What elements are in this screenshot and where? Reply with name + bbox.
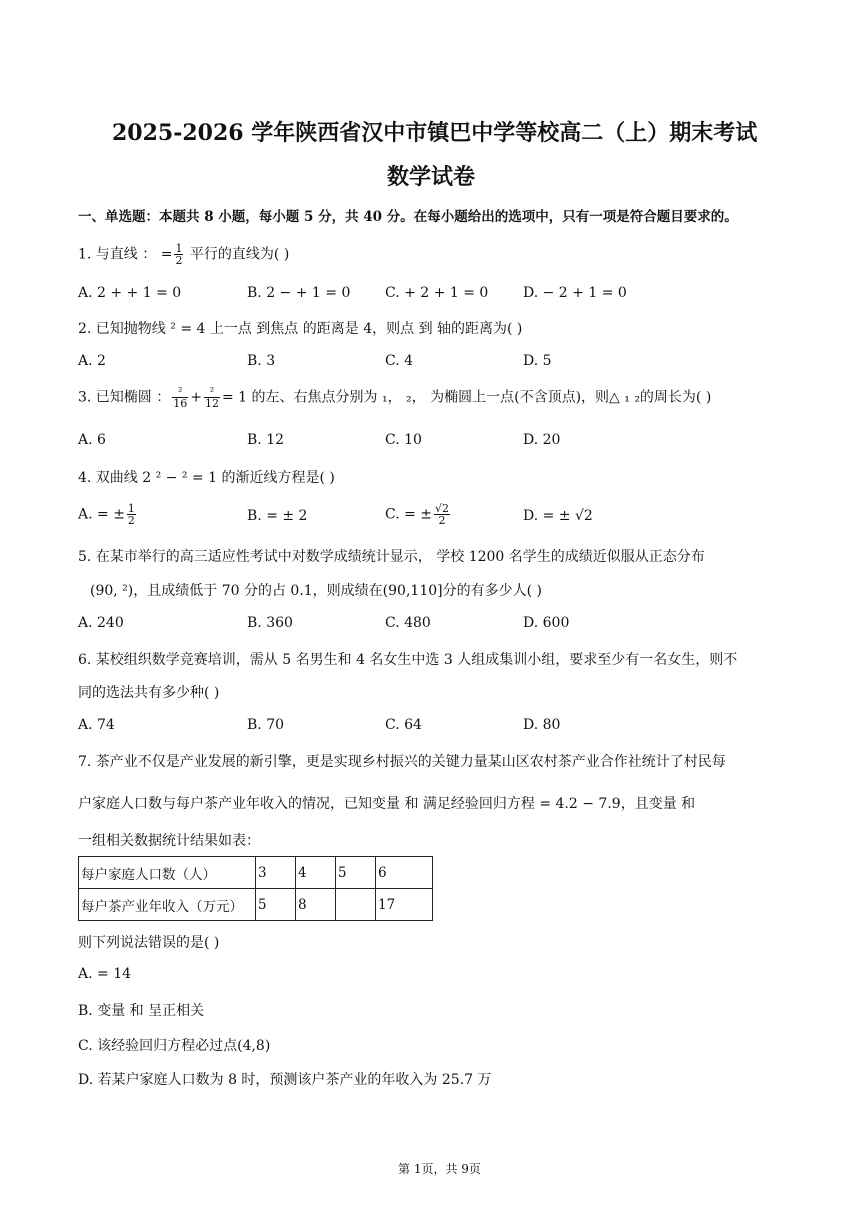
q4-opt-c-den: 2 <box>438 514 446 527</box>
q3-option-b: B. 12 <box>247 432 285 448</box>
question-7-stem-line1: 7. 茶产业不仅是产业发展的新引擎，更是实现乡村振兴的关键力量某山区农村茶产业合作社统计了村民每 <box>78 754 726 770</box>
q3-option-c: C. 10 <box>385 432 422 448</box>
q1-frac-den: 2 <box>175 254 183 267</box>
table-row <box>79 857 433 889</box>
q3-f1-num: ² <box>172 386 188 398</box>
q4-opt-c-num: √2 <box>435 502 450 515</box>
q2-option-a: A. 2 <box>78 353 106 369</box>
q1-option-c: C. + 2 + 1 = 0 <box>385 285 489 301</box>
q3-option-a: A. 6 <box>78 432 106 448</box>
section-heading: 一、单选题：本题共 8 小题，每小题 5 分，共 40 分。在每小题给出的选项中，只有一项是符合题目要求的。 <box>78 209 738 225</box>
table-cell: 17 <box>376 889 433 921</box>
q5-option-b: B. 360 <box>247 615 293 631</box>
table-row <box>79 889 433 921</box>
q3-stem-a: 3. 已知椭圆 ： <box>78 389 171 406</box>
question-5-stem-line1: 5. 在某市举行的高三适应性考试中对数学成绩统计显示， 学校 1200 名学生的成绩近似服从正态分布 <box>78 549 705 565</box>
q1-option-a: A. 2 + + 1 = 0 <box>78 285 182 301</box>
q1-stem-b: 平行的直线为( ) <box>185 246 290 263</box>
q1-stem-a: 1. 与直线 ： = <box>78 246 173 263</box>
table-cell: 每户家庭人口数（人） <box>79 857 256 889</box>
table-cell <box>336 889 376 921</box>
q1-fraction <box>174 243 183 266</box>
q4-opt-c-fraction <box>434 503 450 526</box>
q6-option-c: C. 64 <box>385 717 422 733</box>
question-7-stem-line3: 一组相关数据统计结果如表： <box>78 833 260 849</box>
question-5-stem-line2: (90, ²)，且成绩低于 70 分的占 0.1，则成绩在(90,110]分的有多少人( ) <box>90 583 542 599</box>
q5-option-a: A. 240 <box>78 615 124 631</box>
table-cell: 5 <box>336 857 376 889</box>
table-cell: 5 <box>256 889 296 921</box>
q7-option-d: D. 若某户家庭人口数为 8 时，预测该户茶产业的年收入为 25.7 万 <box>78 1072 492 1088</box>
q6-option-a: A. 74 <box>78 717 115 733</box>
q1-option-b: B. 2 − + 1 = 0 <box>247 285 351 301</box>
document-title: 2025-2026 学年陕西省汉中市镇巴中学等校高二（上）期末考试 <box>112 120 758 146</box>
q1-option-d: D. − 2 + 1 = 0 <box>523 285 627 301</box>
q2-option-b: B. 3 <box>247 353 276 369</box>
q4-option-b: B. = ± 2 <box>247 508 308 524</box>
q3-f2-den: 12 <box>205 397 219 410</box>
q2-option-c: C. 4 <box>385 353 414 369</box>
q3-f1-den: 16 <box>173 397 188 410</box>
q4-option-a <box>78 503 138 526</box>
q6-option-b: B. 70 <box>247 717 285 733</box>
table-cell: 4 <box>296 857 336 889</box>
q4-opt-c-text: C. = ± <box>385 506 433 523</box>
q3-option-d: D. 20 <box>523 432 561 448</box>
q4-option-d: D. = ± √2 <box>523 508 593 524</box>
q7-option-c: C. 该经验回归方程必过点(4,8) <box>78 1038 271 1054</box>
q3-fraction-1 <box>172 386 188 409</box>
question-6-stem-line1: 6. 某校组织数学竞赛培训，需从 5 名男生和 4 名女生中选 3 人组成集训小组，要求至少有一名女生，则不 <box>78 652 738 668</box>
question-2-stem: 2. 已知抛物线 ² = 4 上一点 到焦点 的距离是 4，则点 到 轴的距离为( ) <box>78 321 523 337</box>
q4-opt-a-text: A. = ± <box>78 506 125 523</box>
q1-frac-num: 1 <box>175 242 183 255</box>
q2-option-d: D. 5 <box>523 353 552 369</box>
document-subtitle: 数学试卷 <box>387 164 476 190</box>
q3-plus: + <box>190 389 202 406</box>
question-6-stem-line2: 同的选法共有多少种( ) <box>78 685 220 701</box>
question-1-stem <box>78 243 289 266</box>
q7-option-b: B. 变量 和 呈正相关 <box>78 1003 205 1019</box>
q3-stem-b: = 1 的左、右焦点分别为 ₁， ₂， 为椭圆上一点(不含顶点)，则△ ₁ ₂的周长为( ) <box>222 389 712 406</box>
table-cell: 每户茶产业年收入（万元） <box>79 889 256 921</box>
page-number: 第 1页，共 9页 <box>398 1162 481 1176</box>
q5-option-c: C. 480 <box>385 615 431 631</box>
q3-f2-num: ² <box>204 386 220 398</box>
q7-data-table <box>78 856 433 921</box>
q7-option-a: A. = 14 <box>78 966 132 982</box>
q4-opt-a-den: 2 <box>127 514 135 527</box>
question-7-prompt: 则下列说法错误的是( ) <box>78 935 220 951</box>
table-cell: 8 <box>296 889 336 921</box>
table-cell: 3 <box>256 857 296 889</box>
q4-option-c <box>385 503 452 526</box>
table-cell: 6 <box>376 857 433 889</box>
q4-opt-a-fraction <box>127 503 136 526</box>
question-4-stem: 4. 双曲线 2 ² − ² = 1 的渐近线方程是( ) <box>78 470 335 486</box>
q5-option-d: D. 600 <box>523 615 570 631</box>
question-3-stem <box>78 386 711 409</box>
question-7-stem-line2: 户家庭人口数与每户茶产业年收入的情况，已知变量 和 满足经验回归方程 = 4.2 − 7.9，且变量 和 <box>78 796 696 812</box>
q4-opt-a-num: 1 <box>127 502 135 515</box>
q3-fraction-2 <box>204 386 220 409</box>
q6-option-d: D. 80 <box>523 717 561 733</box>
